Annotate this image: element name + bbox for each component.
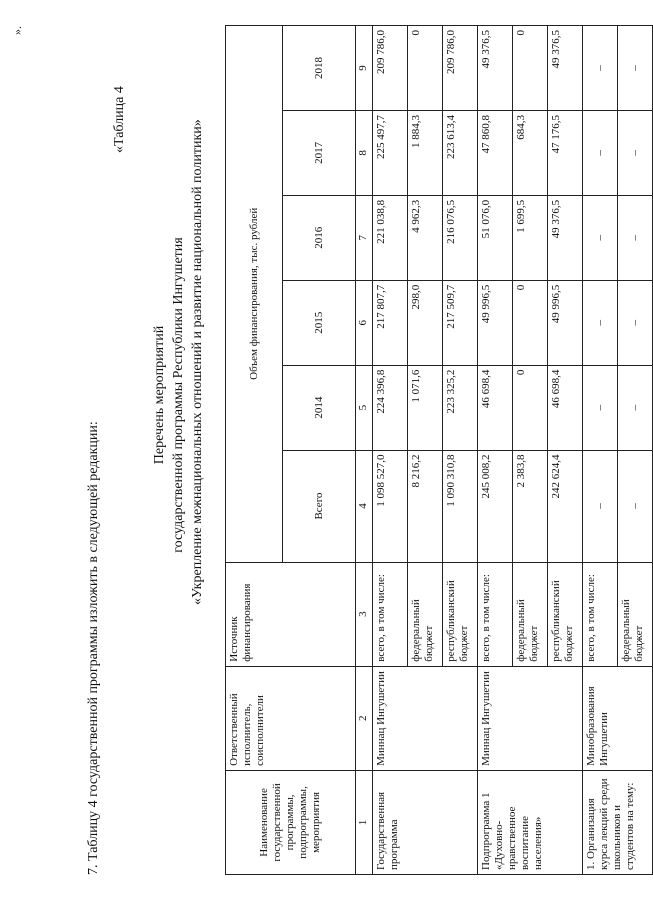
header-total: Всего [283, 450, 356, 562]
cell-value: 209 786,0 [373, 26, 408, 111]
cell-value: 51 076,0 [478, 195, 513, 280]
row-name: Подпрограмма 1 «Духовно-нравственное воспитание населения» [478, 770, 583, 874]
cell-value: – [583, 26, 618, 111]
header-year: 2016 [283, 195, 356, 280]
table-row [478, 26, 513, 875]
cell-value: 216 076,5 [443, 195, 478, 280]
header-year: 2017 [283, 110, 356, 195]
cell-value: 47 176,5 [548, 110, 583, 195]
cell-value: 1 071,6 [408, 365, 443, 450]
cell-value: 8 216,2 [408, 450, 443, 562]
header-year: 2015 [283, 280, 356, 365]
row-responsible: Миннац Ингушетии [373, 666, 478, 770]
column-number: 1 [356, 770, 373, 874]
cell-value: 49 376,5 [548, 26, 583, 111]
cell-value: – [618, 110, 653, 195]
row-responsible: Миннац Ингушетии [478, 666, 583, 770]
cell-value: 224 396,8 [373, 365, 408, 450]
cell-value: – [618, 195, 653, 280]
header-responsible: Ответственный исполнитель, соисполнители [226, 666, 356, 770]
cell-value: 49 376,5 [548, 195, 583, 280]
cell-value: 209 786,0 [443, 26, 478, 111]
cell-value: 46 698,4 [478, 365, 513, 450]
cell-value: 49 996,5 [548, 280, 583, 365]
cell-value: 0 [513, 280, 548, 365]
cell-value: 242 624,4 [548, 450, 583, 562]
cell-value: 245 008,2 [478, 450, 513, 562]
cell-value: 298,0 [408, 280, 443, 365]
page-mark: ». [10, 26, 24, 35]
column-number: 5 [356, 365, 373, 450]
row-source: всего, в том числе: [373, 562, 408, 666]
cell-value: – [618, 26, 653, 111]
cell-value: 0 [513, 26, 548, 111]
row-source: федеральный бюджет [408, 562, 443, 666]
cell-value: 4 962,3 [408, 195, 443, 280]
cell-value: 217 807,7 [373, 280, 408, 365]
cell-value: 684,3 [513, 110, 548, 195]
header-volume: Объем финансирования, тыс. рублей [226, 26, 283, 563]
header-source: Источник финансирования [226, 562, 356, 666]
cell-value: 0 [513, 365, 548, 450]
header-year: 2018 [283, 26, 356, 111]
column-number: 3 [356, 562, 373, 666]
row-name: Государственная программа [373, 770, 478, 874]
cell-value: 225 497,7 [373, 110, 408, 195]
cell-value: 223 325,2 [443, 365, 478, 450]
cell-value: 47 860,8 [478, 110, 513, 195]
cell-value: 49 376,5 [478, 26, 513, 111]
cell-value: 1 699,5 [513, 195, 548, 280]
cell-value: – [618, 280, 653, 365]
table-row [583, 26, 618, 875]
row-source: республиканский бюджет [548, 562, 583, 666]
cell-value: – [583, 280, 618, 365]
table-number: «Таблица 4 [112, 86, 127, 153]
title-line-2: государственной программы Республики Ингушетия [171, 237, 186, 553]
cell-value: – [583, 450, 618, 562]
column-number: 2 [356, 666, 373, 770]
row-source: республиканский бюджет [443, 562, 478, 666]
row-responsible: Минобразования Ингушетии [583, 666, 653, 770]
row-source: всего, в том числе: [583, 562, 618, 666]
header-name: Наименование государственной программы, подпрограммы, мероприятия [226, 770, 356, 874]
cell-value: 1 098 527,0 [373, 450, 408, 562]
cell-value: 217 509,7 [443, 280, 478, 365]
cell-value: 2 383,8 [513, 450, 548, 562]
header-year: 2014 [283, 365, 356, 450]
intro-text: 7. Таблицу 4 государственной программы изложить в следующей редакции: [86, 421, 101, 875]
table-row [373, 26, 408, 875]
cell-value: – [618, 365, 653, 450]
measures-table [225, 25, 653, 875]
cell-value: – [583, 365, 618, 450]
row-source: федеральный бюджет [513, 562, 548, 666]
cell-value: 1 884,3 [408, 110, 443, 195]
row-source: всего, в том числе: [478, 562, 513, 666]
column-number: 7 [356, 195, 373, 280]
cell-value: 49 996,5 [478, 280, 513, 365]
cell-value: – [583, 195, 618, 280]
column-number: 6 [356, 280, 373, 365]
cell-value: 0 [408, 26, 443, 111]
title-line-3: «Укрепление межнациональных отношений и развитие национальной политики» [190, 119, 205, 605]
cell-value: 223 613,4 [443, 110, 478, 195]
column-number: 9 [356, 26, 373, 111]
column-number: 4 [356, 450, 373, 562]
row-name: 1. Организация курса лекций среди школьников и студентов на тему: [583, 770, 653, 874]
cell-value: 46 698,4 [548, 365, 583, 450]
cell-value: – [583, 110, 618, 195]
cell-value: 1 090 310,8 [443, 450, 478, 562]
title-line-1: Перечень мероприятий [152, 325, 167, 465]
column-number: 8 [356, 110, 373, 195]
document-title [150, 119, 207, 605]
cell-value: – [618, 450, 653, 562]
row-source: федеральный бюджет [618, 562, 653, 666]
cell-value: 221 038,8 [373, 195, 408, 280]
